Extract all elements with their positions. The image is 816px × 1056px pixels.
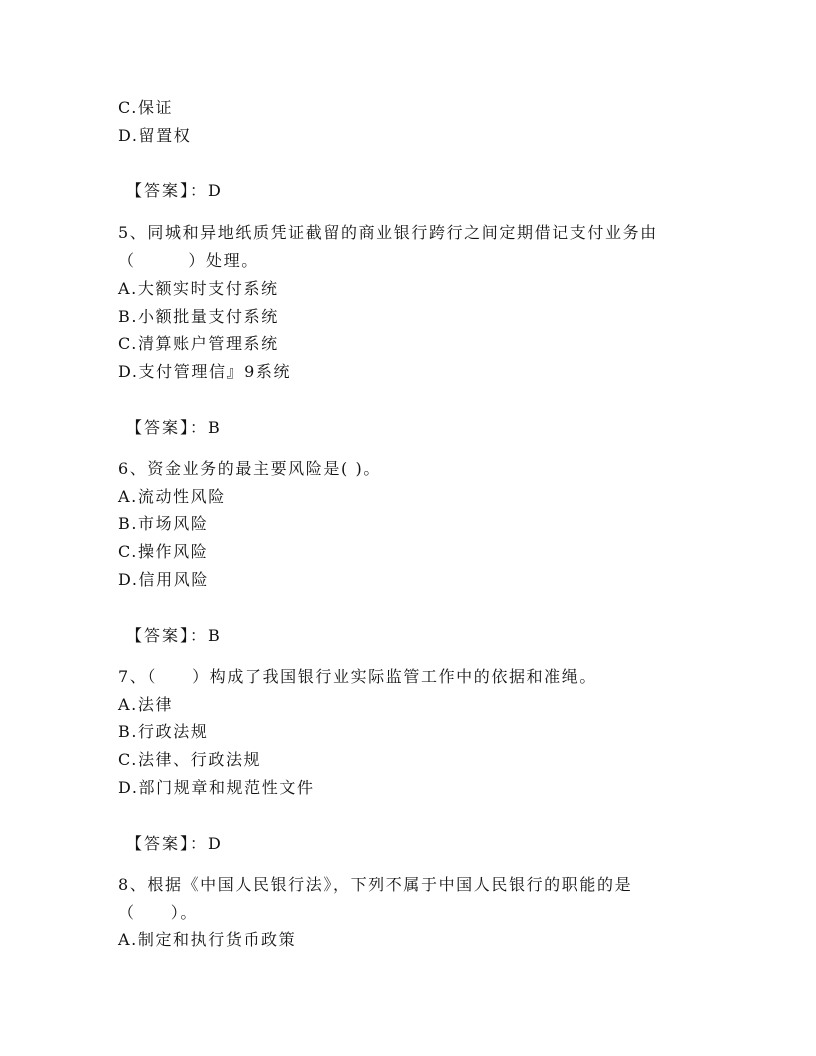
question-7-stem: 7、（ ）构成了我国银行业实际监管工作中的依据和准绳。 [118,667,597,686]
question-5-answer: 【答案】：B [126,418,222,437]
question-5-stem-continued: （ ）处理。 [118,251,259,270]
question-7-option-c: C.法律、行政法规 [118,750,262,769]
question-6-option-c: C.操作风险 [118,542,209,561]
question-7-option-a: A.法律 [118,695,174,714]
question-5-option-d: D.支付管理信』9系统 [118,362,292,381]
question-6-option-d: D.信用风险 [118,570,209,589]
question-7-option-b: B.行政法规 [118,722,209,741]
question-5-option-c: C.清算账户管理系统 [118,334,279,353]
question-6-answer: 【答案】：B [126,626,222,645]
question-6-option-b: B.市场风险 [118,514,209,533]
question-6-option-a: A.流动性风险 [118,487,226,506]
answer-label: 【答案】：D [126,181,223,200]
question-5-stem: 5、同城和异地纸质凭证截留的商业银行跨行之间定期借记支付业务由 [118,223,658,242]
question-5-option-b: B.小额批量支付系统 [118,307,279,326]
question-8-option-a: A.制定和执行货币政策 [118,930,297,949]
question-7-answer: 【答案】：D [126,834,223,853]
option-d: D.留置权 [118,126,192,145]
question-6-stem: 6、资金业务的最主要风险是( )。 [118,459,381,478]
question-5-option-a: A.大额实时支付系统 [118,279,279,298]
question-8-stem-continued: （ ）。 [118,903,199,922]
question-7-option-d: D.部门规章和规范性文件 [118,778,315,797]
question-8-stem: 8、根据《中国人民银行法》，下列不属于中国人民银行的职能的是 [118,875,633,894]
option-c: C.保证 [118,98,174,117]
